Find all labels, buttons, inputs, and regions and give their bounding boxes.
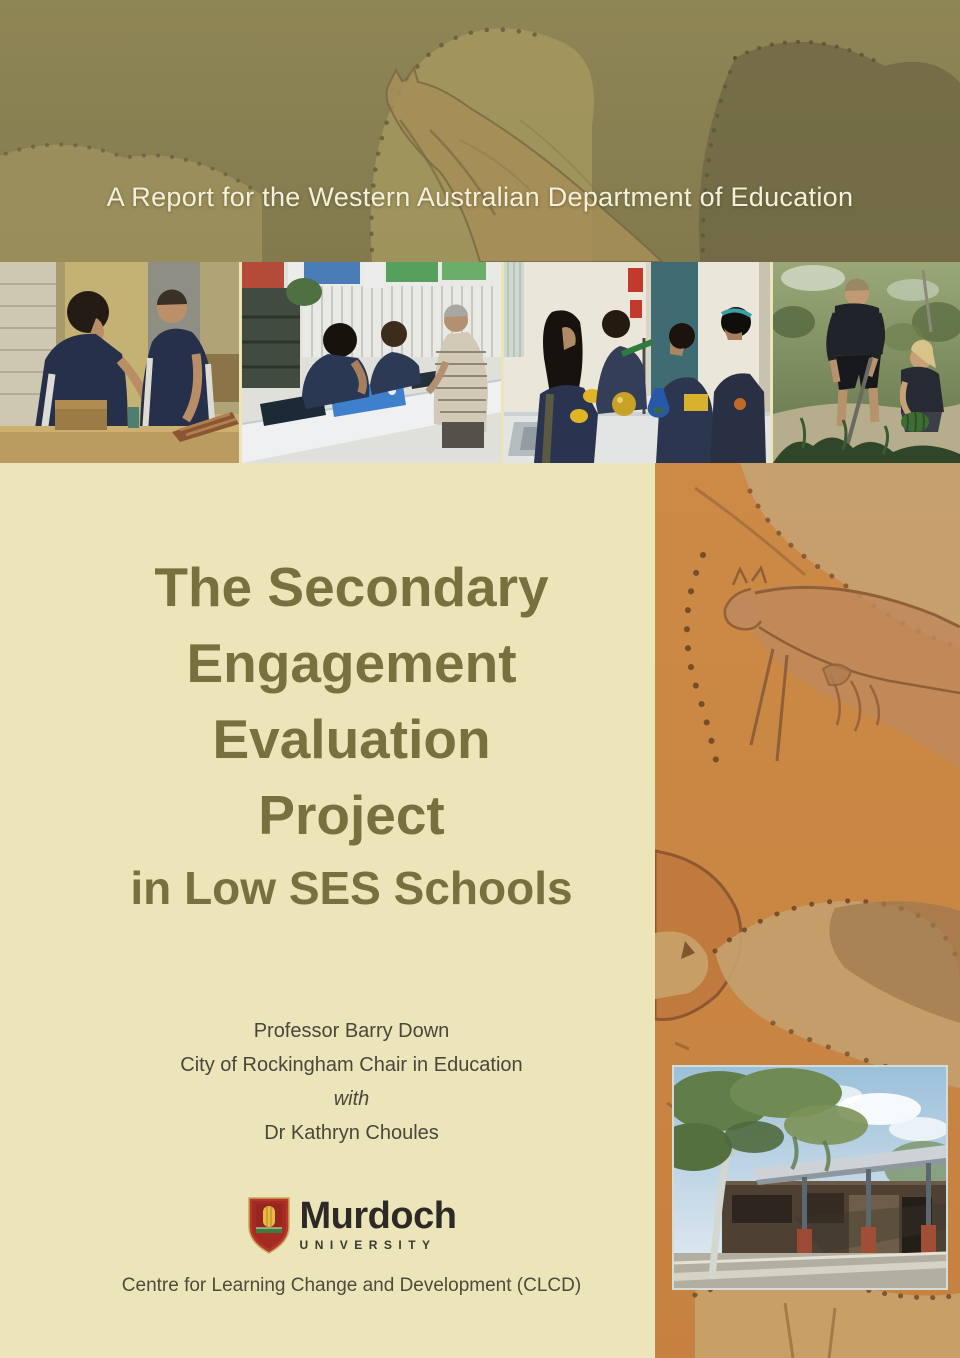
authors-block xyxy=(48,1014,655,1150)
title-column xyxy=(0,463,655,1358)
title-line-3: Evaluation xyxy=(212,708,491,770)
murdoch-university-label: UNIVERSITY xyxy=(299,1238,437,1252)
header-band xyxy=(0,0,960,262)
title-line-1: The Secondary xyxy=(154,556,549,618)
report-subtitle-line: A Report for the Western Australian Department of Education xyxy=(106,182,854,212)
photo-science-experiment xyxy=(504,262,770,463)
rock-art-olive-background xyxy=(0,0,960,262)
report-title xyxy=(48,549,655,853)
author-primary-role: City of Rockingham Chair in Education xyxy=(180,1054,523,1076)
murdoch-wordmark: Murdoch xyxy=(299,1195,457,1237)
photo-gardening-outdoors xyxy=(773,262,960,463)
murdoch-university-logo xyxy=(48,1196,655,1260)
photo-classroom-writing xyxy=(242,262,501,463)
murdoch-logo-text xyxy=(300,1196,457,1252)
author-secondary: Dr Kathryn Choules xyxy=(264,1122,439,1144)
author-connector: with xyxy=(333,1088,370,1110)
photo-strip xyxy=(0,262,960,463)
centre-line: Centre for Learning Change and Development (CLCD) xyxy=(121,1275,582,1296)
report-subtitle: in Low SES Schools xyxy=(130,862,573,914)
title-line-4: Project xyxy=(258,784,445,846)
author-primary: Professor Barry Down xyxy=(253,1020,450,1042)
photo-woodwork-workshop xyxy=(0,262,239,463)
rock-art-orange-panel xyxy=(655,463,960,1358)
title-line-2: Engagement xyxy=(186,632,517,694)
cover-body xyxy=(0,463,960,1358)
photo-school-building xyxy=(672,1065,948,1290)
murdoch-shield-icon xyxy=(247,1197,291,1255)
